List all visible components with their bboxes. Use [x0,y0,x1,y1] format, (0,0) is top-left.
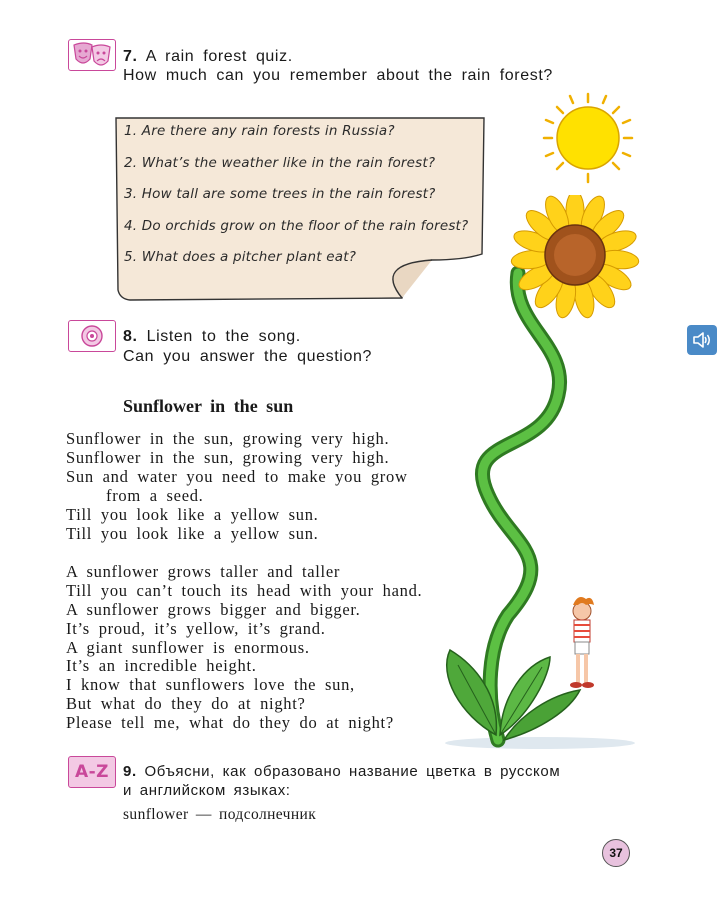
lyric-line: Please tell me, what do they do at night? [66,713,394,732]
lyric-line: Till you look like a yellow sun. [66,505,319,524]
task-8-subtitle: Can you answer the question? [123,348,372,365]
task-7-subtitle: How much can you remember about the rain forest? [123,67,553,84]
speaker-icon [692,331,712,349]
lyric-line: A sunflower grows bigger and bigger. [66,600,361,619]
lyric-line: Till you can’t touch its head with your hand. [66,581,423,600]
lyric-line: A sunflower grows taller and taller [66,562,341,581]
lyric-line: It’s proud, it’s yellow, it’s grand. [66,619,326,638]
lyric-line: Till you look like a yellow sun. [66,524,319,543]
task-9-line-1: 9. Объясни, как образовано название цветка в русском [123,763,561,780]
audio-play-button[interactable] [687,325,717,355]
lyric-line: But what do they do at night? [66,694,306,713]
lyric-line: Sun and water you need to make you grow [66,467,408,486]
song-title: Sunflower in the sun [123,396,294,416]
drama-masks-icon [68,39,116,71]
quiz-question-3: 3. How tall are some trees in the rain forest? [124,186,436,202]
sunflower-illustration [430,195,680,755]
lyric-line: from a seed. [106,486,204,505]
lyric-line: I know that sunflowers love the sun, [66,675,355,694]
task-8-title: 8. Listen to the song. [123,328,301,345]
quiz-question-5: 5. What does a pitcher plant eat? [124,249,357,265]
a-z-dictionary-icon: A-Z [68,756,116,788]
cd-audio-icon [68,320,116,352]
quiz-question-4: 4. Do orchids grow on the floor of the rain forest? [124,218,469,234]
task-7-title: 7. A rain forest quiz. [123,48,293,65]
lyric-line: Sunflower in the sun, growing very high. [66,448,390,467]
task-9-line-2: и английском языках: [123,782,291,799]
lyric-line: It’s an incredible height. [66,656,257,675]
page-number: 37 [602,839,630,867]
sun-illustration [540,90,636,186]
quiz-question-1: 1. Are there any rain forests in Russia? [124,123,395,139]
task-9-example: sunflower — подсолнечник [123,806,317,823]
lyric-line: A giant sunflower is enormous. [66,638,310,657]
lyric-line: Sunflower in the sun, growing very high. [66,429,390,448]
quiz-question-2: 2. What’s the weather like in the rain forest? [124,155,436,171]
